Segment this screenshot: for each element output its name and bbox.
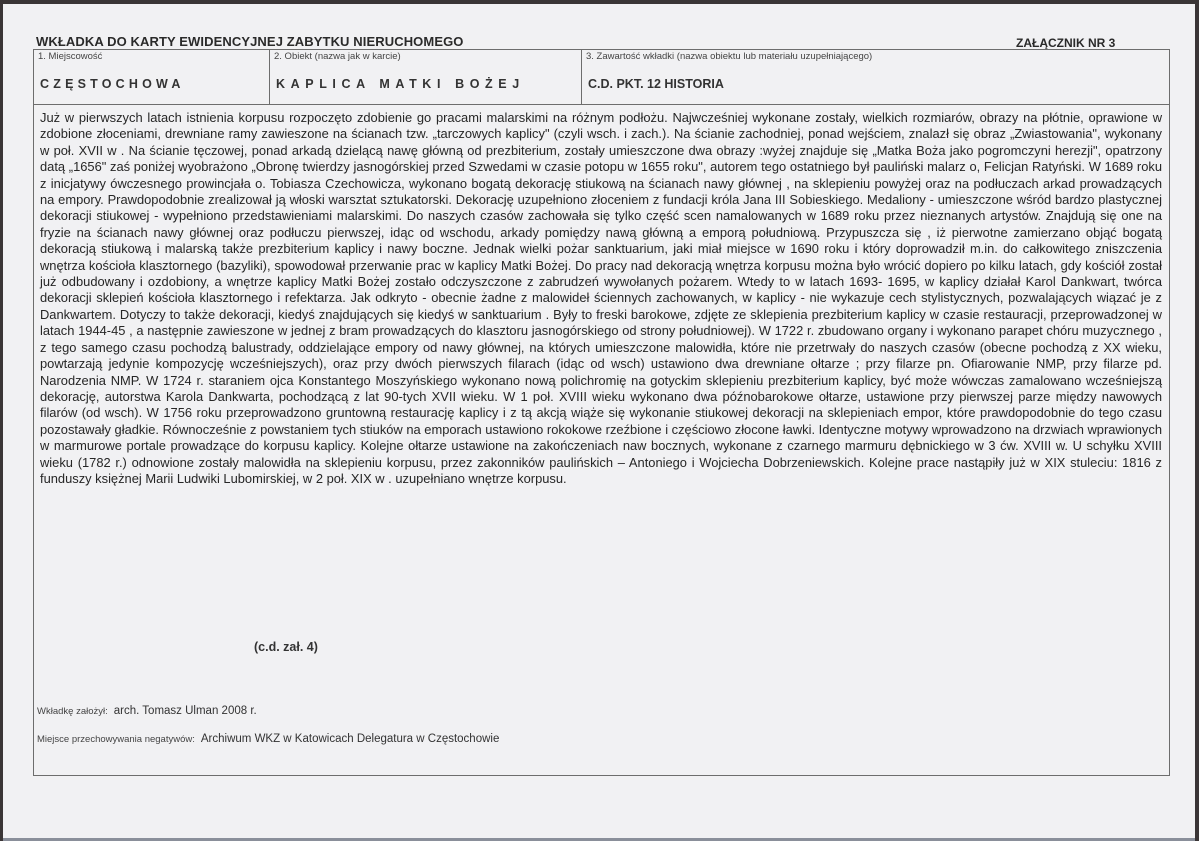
annex-number: ZAŁĄCZNIK NR 3 bbox=[1016, 36, 1116, 50]
history-paragraph: Już w pierwszych latach istnienia korpusu rozpoczęto zdobienie go pracami malarskimi na różnym podłożu. Najwcześniej wykonane zostały, wielkich rozmiarów, obrazy na płótnie, oprawione w zdobione złoceniami, drewniane ramy zawieszone na ścianach tzw. „tarczowych kaplicy" (czyli wsch. i zach.). Na ścianie zachodniej, ponad wejściem, znalazł się obraz „Zwiastowania", wykonany w poł. XVII w . Na ścianie tęczowej, ponad arkadą dzielącą nawę główną od prezbiterium, zostały umieszczone dwa obrazy :wyżej znajduje się „Matka Boża jako pogromczyni herezji", opatrzony datą „1656" zaś poniżej wyobrażono „Obronę twierdzy jasnogórskiej przed Szwedami w czasie potopu w 1655 roku", autorem tego ostatniego był pauliński malarz o, Felicjan Ratyński. W 1689 roku z inicjatywy ówczesnego prowincjała o. Tobiasza Czechowicza, wykonano bogatą dekorację stiukową na ścianach nawy głównej , na sklepieniu powyżej oraz na podłuczach arkad prowadzących na empory. Prawdopodobnie zrealizował ją włoski warsztat sztukatorski. Dekorację uzupełniono złoceniem z fundacji króla Jana III Sobieskiego. Medaliony - umieszczone wśród bardzo plastycznej dekoracji stiukowej - wypełniono przedstawieniami malarskimi. Do naszych czasów zachowała się tylko część scen namalowanych w 1689 roku przez nieznanych artystów. Znajdują się one na fryzie na ścianach nawy głównej oraz podłuczu pierwszej, idąc od wschodu, arkady pomiędzy nawą główną a emporą południową. Przypuszcza się , iż pierwotne zamierzano objąć bogatą dekoracją stiukową i malarską także prezbiterium kaplicy i nawy boczne. Jednak wielki pożar sanktuarium, jaki miał miejsce w 1690 roku i który doprowadził m.in. do całkowitego zniszczenia wnętrza kościoła klasztornego (bazyliki), spowodował przerwanie prac w kaplicy Matki Bożej. Do pracy nad dekoracją wnętrza korpusu można było wrócić dopiero po kilku latach, gdy kościół został już odbudowany i ozdobiony, a wnętrze kaplicy Matki Bożej zostało odczyszczone z zabrudzeń wywołanych pożarem. Wtedy to w latach 1693- 1695, w kaplicy działał Karol Dankwart, twórca dekoracji sklepień kościoła klasztornego i refektarza. Jak odkryto - obecnie żadne z malowideł ściennych zachowanych, w kaplicy - nie wykazuje cech stylistycznych, pozwalających wiązać je z Dankwartem. Dotyczy to także dekoracji, kiedyś znajdujących się kiedyś w sanktuarium . Były to freski barokowe, zdjęte ze sklepienia prezbiterium kaplicy w czasie restauracji, przeprowadzonej w latach 1944-45 , a następnie zawieszone w jednej z bram prowadzących do klasztoru jasnogórskiego od strony południowej). W 1722 r. zbudowano organy i wykonano parapet chóru muzycznego , z tego samego czasu pochodzą balustrady, oddzielające empory od nawy głównej, na których umieszczone malowidła, które nie przetrwały do naszych czasów (obecne pochodzą z XX wieku, powtarzają jedynie kompozycję wcześniejszych), oraz przy dwóch pierwszych filarach (idąc od wsch) ustawiono dwa drewniane ołtarze ; przy filarze pn. Ofiarowanie NMP, przy filarze pd. Narodzenia NMP. W 1724 r. staraniem ojca Konstantego Moszyńskiego wykonano nową polichromię na gotyckim sklepieniu prezbiterium kaplicy, być może wówczas zamalowano wcześniejszą dekorację, autorstwa Karola Dankwarta, pochodzącą z lat 90-tych XVII wieku. W 1 poł. XVIII wieku wykonano dwa późnobarokowe ołtarze, ustawione przy pierwszej parze między nawowych filarów (od wsch). W 1756 roku przeprowadzono gruntowną restaurację kaplicy i z tą akcją wiąże się wykonanie stiukowej dekoracji na sklepieniach empor, które prawdopodobnie do tego czasu pozostawały gładkie. Równocześnie z powstaniem tych stiuków na emporach ustawiono rokokowe rzeźbione i częściowo złocone ławki. Identyczne motywy wprowadzono na drzwiach wprawionych w marmurowe portale prowadzące do korpusu kaplicy. Kolejne ołtarze ustawione na zakończeniach naw bocznych, wykonane z czarnego marmuru dębnickiego w 3 ćw. XVIII w. U schyłku XVIII wieku (1782 r.) odnowione zostały malowidła na sklepieniu korpusu, przez zakonników paulińskich – Antoniego i Wojciecha Dobrzeniewskich. Kolejne prace nastąpiły już w XIX stuleciu: 1816 z funduszy księżnej Marii Ludwiki Lubomirskiej, w 2 poł. XIX w . uzupełniano wnętrze korpusu. bbox=[40, 110, 1162, 486]
field-contents bbox=[582, 50, 1169, 104]
history-text bbox=[40, 110, 1162, 487]
author-line bbox=[37, 705, 257, 717]
storage-label: Miejsce przechowywania negatywów: bbox=[37, 734, 195, 745]
author-label: Wkładkę założył: bbox=[37, 706, 108, 717]
field-label: 1. Miejscowość bbox=[38, 51, 103, 62]
field-label: 3. Zawartość wkładki (nazwa obiektu lub materiału uzupełniającego) bbox=[586, 51, 873, 62]
field-object bbox=[270, 50, 582, 104]
storage-line bbox=[37, 733, 499, 745]
field-value: C.D. PKT. 12 HISTORIA bbox=[588, 77, 724, 91]
author-value: arch. Tomasz Ulman 2008 r. bbox=[113, 705, 257, 717]
storage-value: Archiwum WKZ w Katowicach Delegatura w Częstochowie bbox=[200, 733, 500, 745]
field-value: CZĘSTOCHOWA bbox=[40, 77, 185, 91]
document-title: WKŁADKA DO KARTY EWIDENCYJNEJ ZABYTKU NIERUCHOMEGO bbox=[36, 34, 464, 49]
document-sheet bbox=[3, 4, 1195, 841]
field-locality bbox=[34, 50, 270, 104]
field-label: 2. Obiekt (nazwa jak w karcie) bbox=[274, 51, 401, 62]
record-form bbox=[33, 49, 1170, 776]
header-row bbox=[34, 50, 1169, 105]
field-value: KAPLICA MATKI BOŻEJ bbox=[276, 77, 525, 91]
continuation-note: (c.d. zał. 4) bbox=[254, 640, 318, 654]
